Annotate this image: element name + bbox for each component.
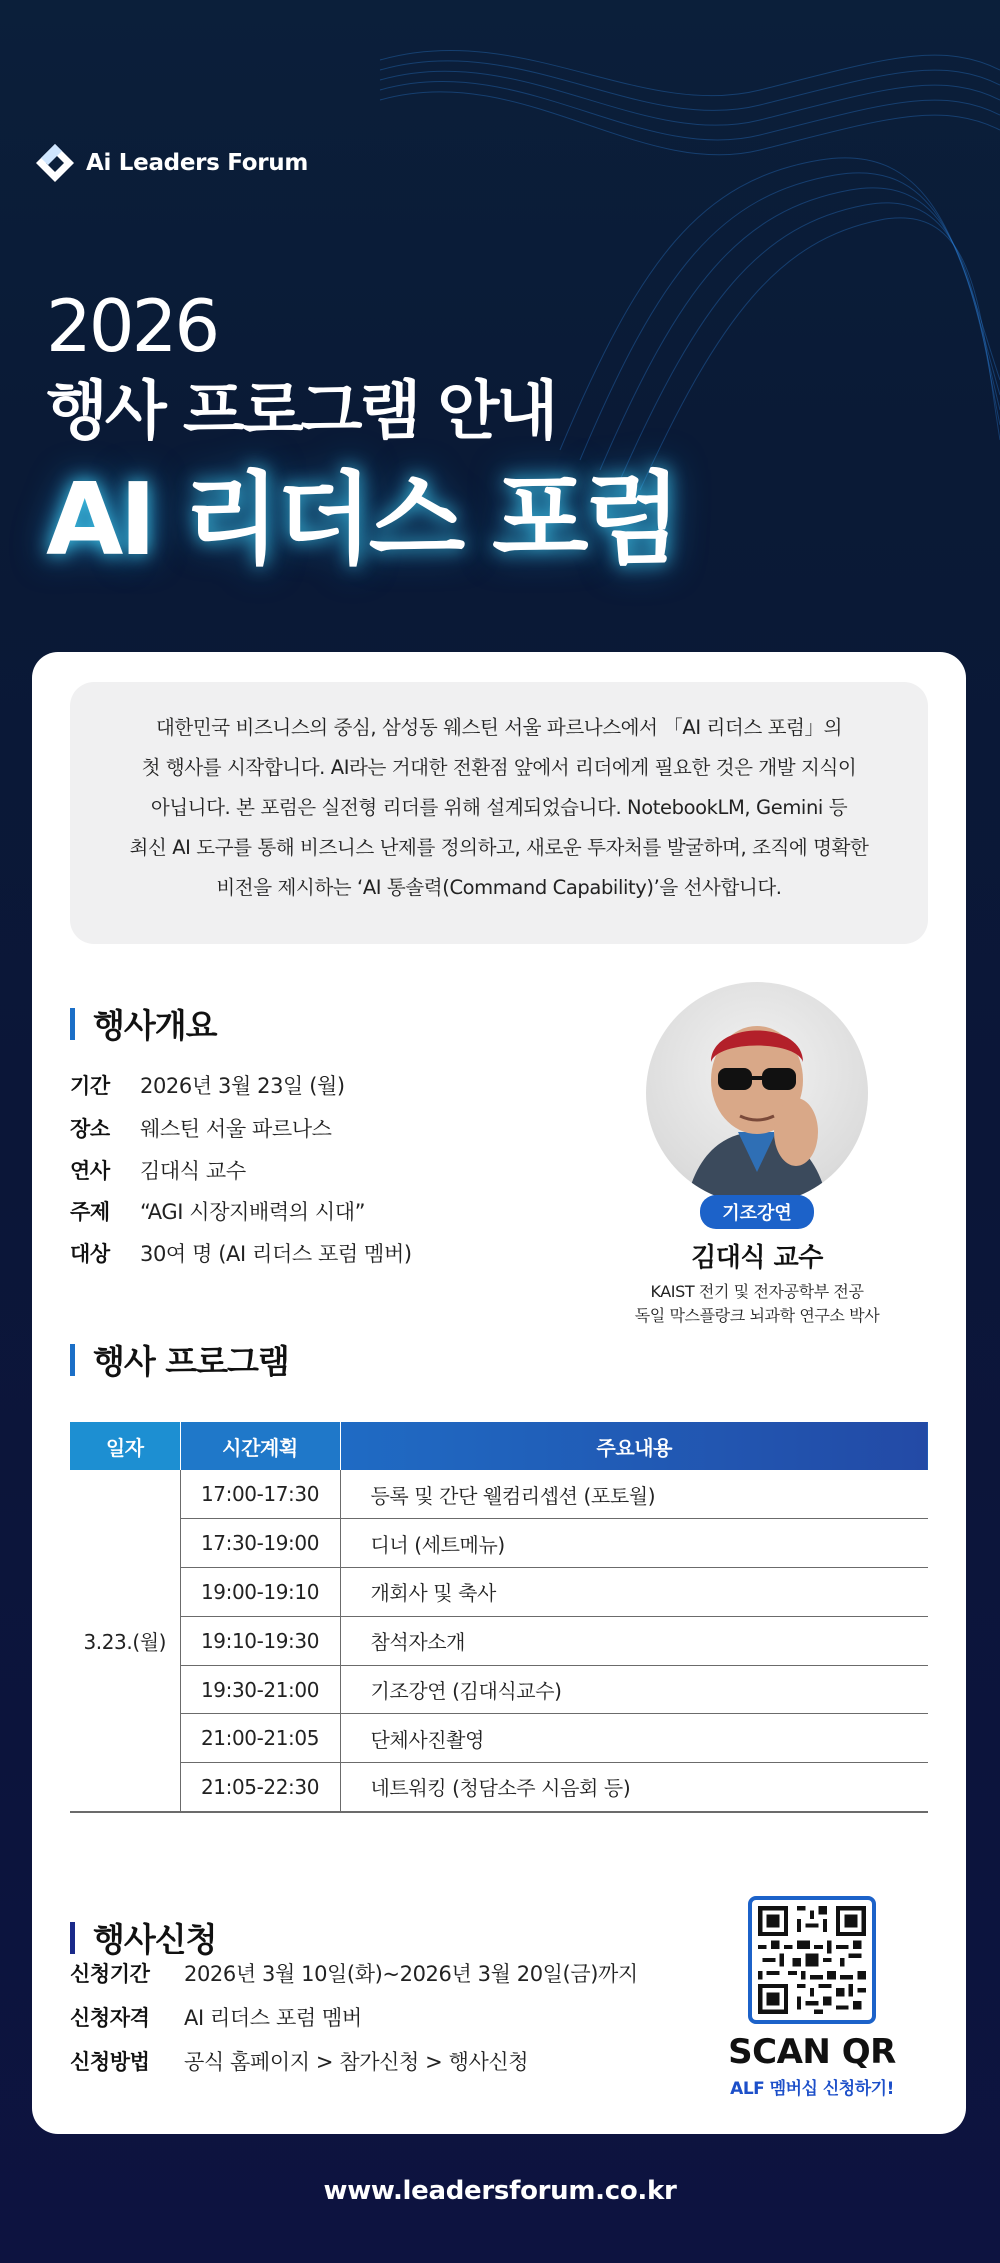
qr-code-icon	[758, 1906, 866, 2014]
hero-title: AI 리더스 포럼	[46, 461, 678, 578]
speaker-block	[602, 982, 912, 1328]
section-bar	[70, 1922, 75, 1954]
table-date-cell: 3.23.(월)	[70, 1470, 180, 1812]
keynote-badge: 기조강연	[700, 1195, 814, 1229]
table-content-cell: 네트워킹 (청담소주 시음회 등)	[340, 1763, 928, 1812]
application-label: 신청자격	[70, 2006, 150, 2030]
overview-row	[70, 1196, 365, 1226]
content-card	[32, 652, 966, 2134]
overview-title: 행사개요	[93, 1006, 217, 1045]
qr-code[interactable]	[748, 1896, 876, 2024]
section-bar	[70, 1008, 75, 1040]
overview-value: 30여 명 (AI 리더스 포럼 멤버)	[140, 1242, 412, 1266]
program-title: 행사 프로그램	[93, 1342, 289, 1381]
table-content-cell: 디너 (세트메뉴)	[340, 1519, 928, 1568]
table-time-cell: 19:30-21:00	[180, 1665, 340, 1714]
table-content-cell: 기조강연 (김대식교수)	[340, 1665, 928, 1714]
table-row	[70, 1470, 928, 1519]
table-row	[70, 1616, 928, 1665]
table-row	[70, 1665, 928, 1714]
qr-subtitle: ALF 멤버십 신청하기!	[730, 2079, 894, 2099]
intro-line: 첫 행사를 시작합니다. AI라는 거대한 전환점 앞에서 리더에게 필요한 것은 개발 지식이	[141, 756, 857, 779]
brand-name: Ai Leaders Forum	[86, 150, 309, 176]
table-header: 시간계획	[180, 1422, 340, 1470]
overview-value: “AGI 시장지배력의 시대”	[140, 1200, 366, 1224]
speaker-desc-line: KAIST 전기 및 전자공학부 전공	[650, 1282, 864, 1301]
overview-heading	[70, 1000, 217, 1047]
overview-row	[70, 1155, 246, 1185]
application-value: AI 리더스 포럼 멤버	[184, 2006, 362, 2030]
overview-value: 2026년 3월 23일 (월)	[140, 1074, 345, 1098]
table-row	[70, 1714, 928, 1763]
intro-line: 최신 AI 도구를 통해 비즈니스 난제를 정의하고, 새로운 투자처를 발굴하며, 조직에 명확한	[129, 836, 869, 859]
speaker-name: 김대식 교수	[691, 1243, 823, 1273]
intro-box	[70, 682, 928, 944]
table-header-row	[70, 1422, 928, 1470]
hero-year: 2026	[46, 284, 218, 368]
table-row	[70, 1763, 928, 1812]
table-time-cell: 21:05-22:30	[180, 1763, 340, 1812]
table-row	[70, 1568, 928, 1617]
table-time-cell: 17:30-19:00	[180, 1519, 340, 1568]
overview-row	[70, 1238, 412, 1268]
brand-logo-icon	[34, 142, 76, 184]
speaker-desc-line: 독일 막스플랑크 뇌과학 연구소 박사	[634, 1306, 880, 1325]
application-heading	[70, 1914, 217, 1961]
overview-value: 웨스틴 서울 파르나스	[140, 1117, 332, 1141]
application-value: 2026년 3월 10일(화)~2026년 3월 20일(금)까지	[184, 1962, 638, 1986]
application-row	[70, 2046, 528, 2076]
overview-label: 연사	[70, 1159, 110, 1183]
application-label: 신청기간	[70, 1962, 150, 1986]
table-time-cell: 19:00-19:10	[180, 1568, 340, 1617]
table-content-cell: 단체사진촬영	[340, 1714, 928, 1763]
intro-line: 비전을 제시하는 ‘AI 통솔력(Command Capability)’을 선사합니다.	[216, 876, 782, 899]
application-title: 행사신청	[93, 1920, 217, 1959]
overview-value: 김대식 교수	[140, 1159, 246, 1183]
overview-label: 기간	[70, 1074, 110, 1098]
table-header: 주요내용	[340, 1422, 928, 1470]
overview-label: 장소	[70, 1117, 110, 1141]
section-bar	[70, 1344, 75, 1376]
program-heading	[70, 1336, 289, 1383]
scan-qr-label: SCAN QR	[728, 2032, 896, 2072]
speaker-desc	[602, 1280, 912, 1328]
table-content-cell: 등록 및 간단 웰컴리셉션 (포토월)	[340, 1470, 928, 1519]
overview-label: 주제	[70, 1200, 110, 1224]
hero-subtitle: 행사 프로그램 안내	[46, 375, 556, 449]
application-value: 공식 홈페이지 > 참가신청 > 행사신청	[184, 2050, 529, 2074]
overview-label: 대상	[70, 1242, 110, 1266]
table-time-cell: 21:00-21:05	[180, 1714, 340, 1763]
table-header: 일자	[70, 1422, 180, 1470]
table-time-cell: 19:10-19:30	[180, 1616, 340, 1665]
speaker-portrait-icon	[646, 982, 868, 1204]
intro-line: 아닙니다. 본 포럼은 실전형 리더를 위해 설계되었습니다. NotebookLM, Gemini 등	[150, 796, 848, 819]
overview-row	[70, 1070, 345, 1100]
speaker-photo	[646, 982, 868, 1204]
table-time-cell: 17:00-17:30	[180, 1470, 340, 1519]
application-row	[70, 1958, 638, 1988]
application-row	[70, 2002, 362, 2032]
table-row	[70, 1519, 928, 1568]
table-content-cell: 개회사 및 축사	[340, 1568, 928, 1617]
footer-url[interactable]: www.leadersforum.co.kr	[323, 2176, 677, 2206]
program-table	[70, 1422, 928, 1813]
brand	[34, 142, 308, 184]
application-label: 신청방법	[70, 2050, 150, 2074]
table-content-cell: 참석자소개	[340, 1616, 928, 1665]
intro-line: 대한민국 비즈니스의 중심, 삼성동 웨스틴 서울 파르나스에서 「AI 리더스 포럼」의	[155, 716, 843, 739]
overview-row	[70, 1113, 332, 1143]
